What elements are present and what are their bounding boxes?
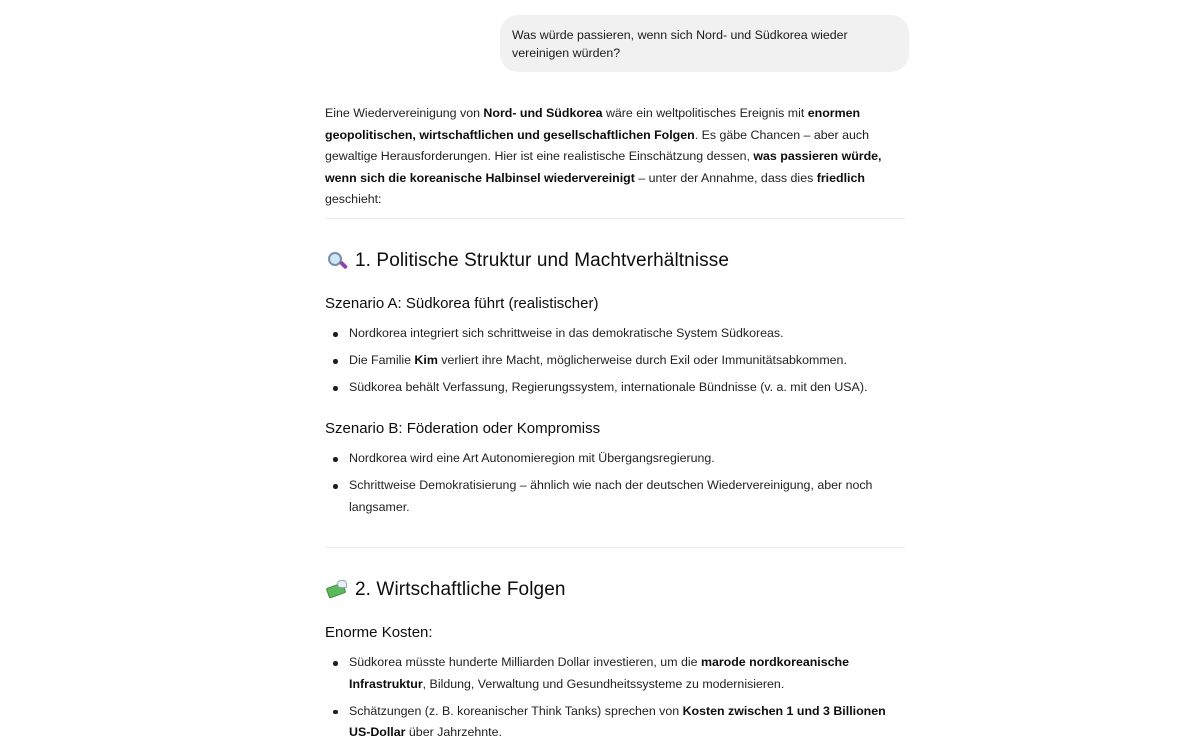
intro-paragraph (325, 103, 910, 211)
section-heading-political (325, 250, 729, 272)
bold-text: friedlich (816, 170, 865, 185)
text-run: Südkorea behält Verfassung, Regierungssystem, internationale Bündnisse (v. a. mit den USA). (349, 380, 868, 394)
text-run: Südkorea müsste hunderte Milliarden Dollar investieren, um die (349, 655, 701, 669)
text-run: – unter der Annahme, dass dies (634, 170, 817, 185)
subheading-scenario-a: Szenario A: Südkorea führt (realistischer) (325, 295, 599, 312)
user-message-bubble (500, 15, 909, 72)
bold-text: was passieren würde, wenn sich die koreanische Halbinsel wiedervereinigt (325, 149, 882, 185)
assistant-answer (325, 103, 910, 211)
text-run: Schätzungen (z. B. koreanischer Think Tanks) sprechen von (349, 703, 683, 718)
money-with-wings-icon (325, 579, 349, 601)
text-run: Eine Wiedervereinigung von (325, 106, 484, 120)
text-run: . Es gäbe Chancen – aber auch gewaltige Herausforderungen. Hier ist eine realistische Einschätzung dessen, (325, 127, 869, 163)
text-run: Nordkorea wird eine Art Autonomieregion mit Übergangsregierung. (349, 451, 715, 465)
section-divider (325, 547, 905, 548)
text-run: Nordkorea integriert sich schrittweise in das demokratische System Südkoreas. (349, 326, 784, 340)
magnifying-glass-icon (325, 250, 349, 272)
text-run: Schrittweise Demokratisierung – ähnlich wie nach der deutschen Wiedervereinigung, aber noch langsamer. (349, 478, 873, 514)
bold-text: Kosten zwischen 1 und 3 Billionen US-Dollar (349, 703, 886, 739)
subheading-costs: Enorme Kosten: (325, 624, 433, 641)
text-run: wäre ein weltpolitisches Ereignis mit (602, 106, 808, 120)
text-run: Die Familie (349, 353, 415, 367)
bold-text: marode nordkoreanische Infrastruktur (349, 655, 849, 691)
section-title: 2. Wirtschaftliche Folgen (355, 579, 566, 600)
section-heading-economic (325, 579, 566, 601)
text-run: über Jahrzehnte. (405, 725, 502, 739)
bullet-list-scenario-b (325, 448, 910, 524)
list-item (325, 652, 910, 695)
bold-text: enormen geopolitischen, wirtschaftlichen und gesellschaftlichen Folgen (325, 106, 861, 142)
text-run: , Bildung, Verwaltung und Gesundheitssysteme zu modernisieren. (422, 676, 785, 691)
bullet-list-costs (325, 652, 910, 749)
list-item (325, 448, 910, 470)
list-item (325, 350, 910, 372)
text-run: verliert ihre Macht, möglicherweise durch Exil oder Immunitätsabkommen. (437, 353, 847, 367)
text-run: geschieht: (325, 192, 382, 206)
section-title: 1. Politische Struktur und Machtverhältnisse (355, 250, 730, 271)
bold-text: Nord- und Südkorea (483, 106, 603, 120)
list-item (325, 323, 910, 345)
list-item (325, 475, 910, 518)
bold-text: Kim (414, 353, 438, 367)
section-divider (325, 218, 905, 219)
user-message-text: Was würde passieren, wenn sich Nord- und Südkorea wieder vereinigen würden? (512, 28, 848, 60)
list-item (325, 377, 910, 399)
bullet-list-scenario-a (325, 323, 910, 404)
list-item (325, 701, 910, 744)
subheading-scenario-b: Szenario B: Föderation oder Kompromiss (325, 420, 601, 437)
